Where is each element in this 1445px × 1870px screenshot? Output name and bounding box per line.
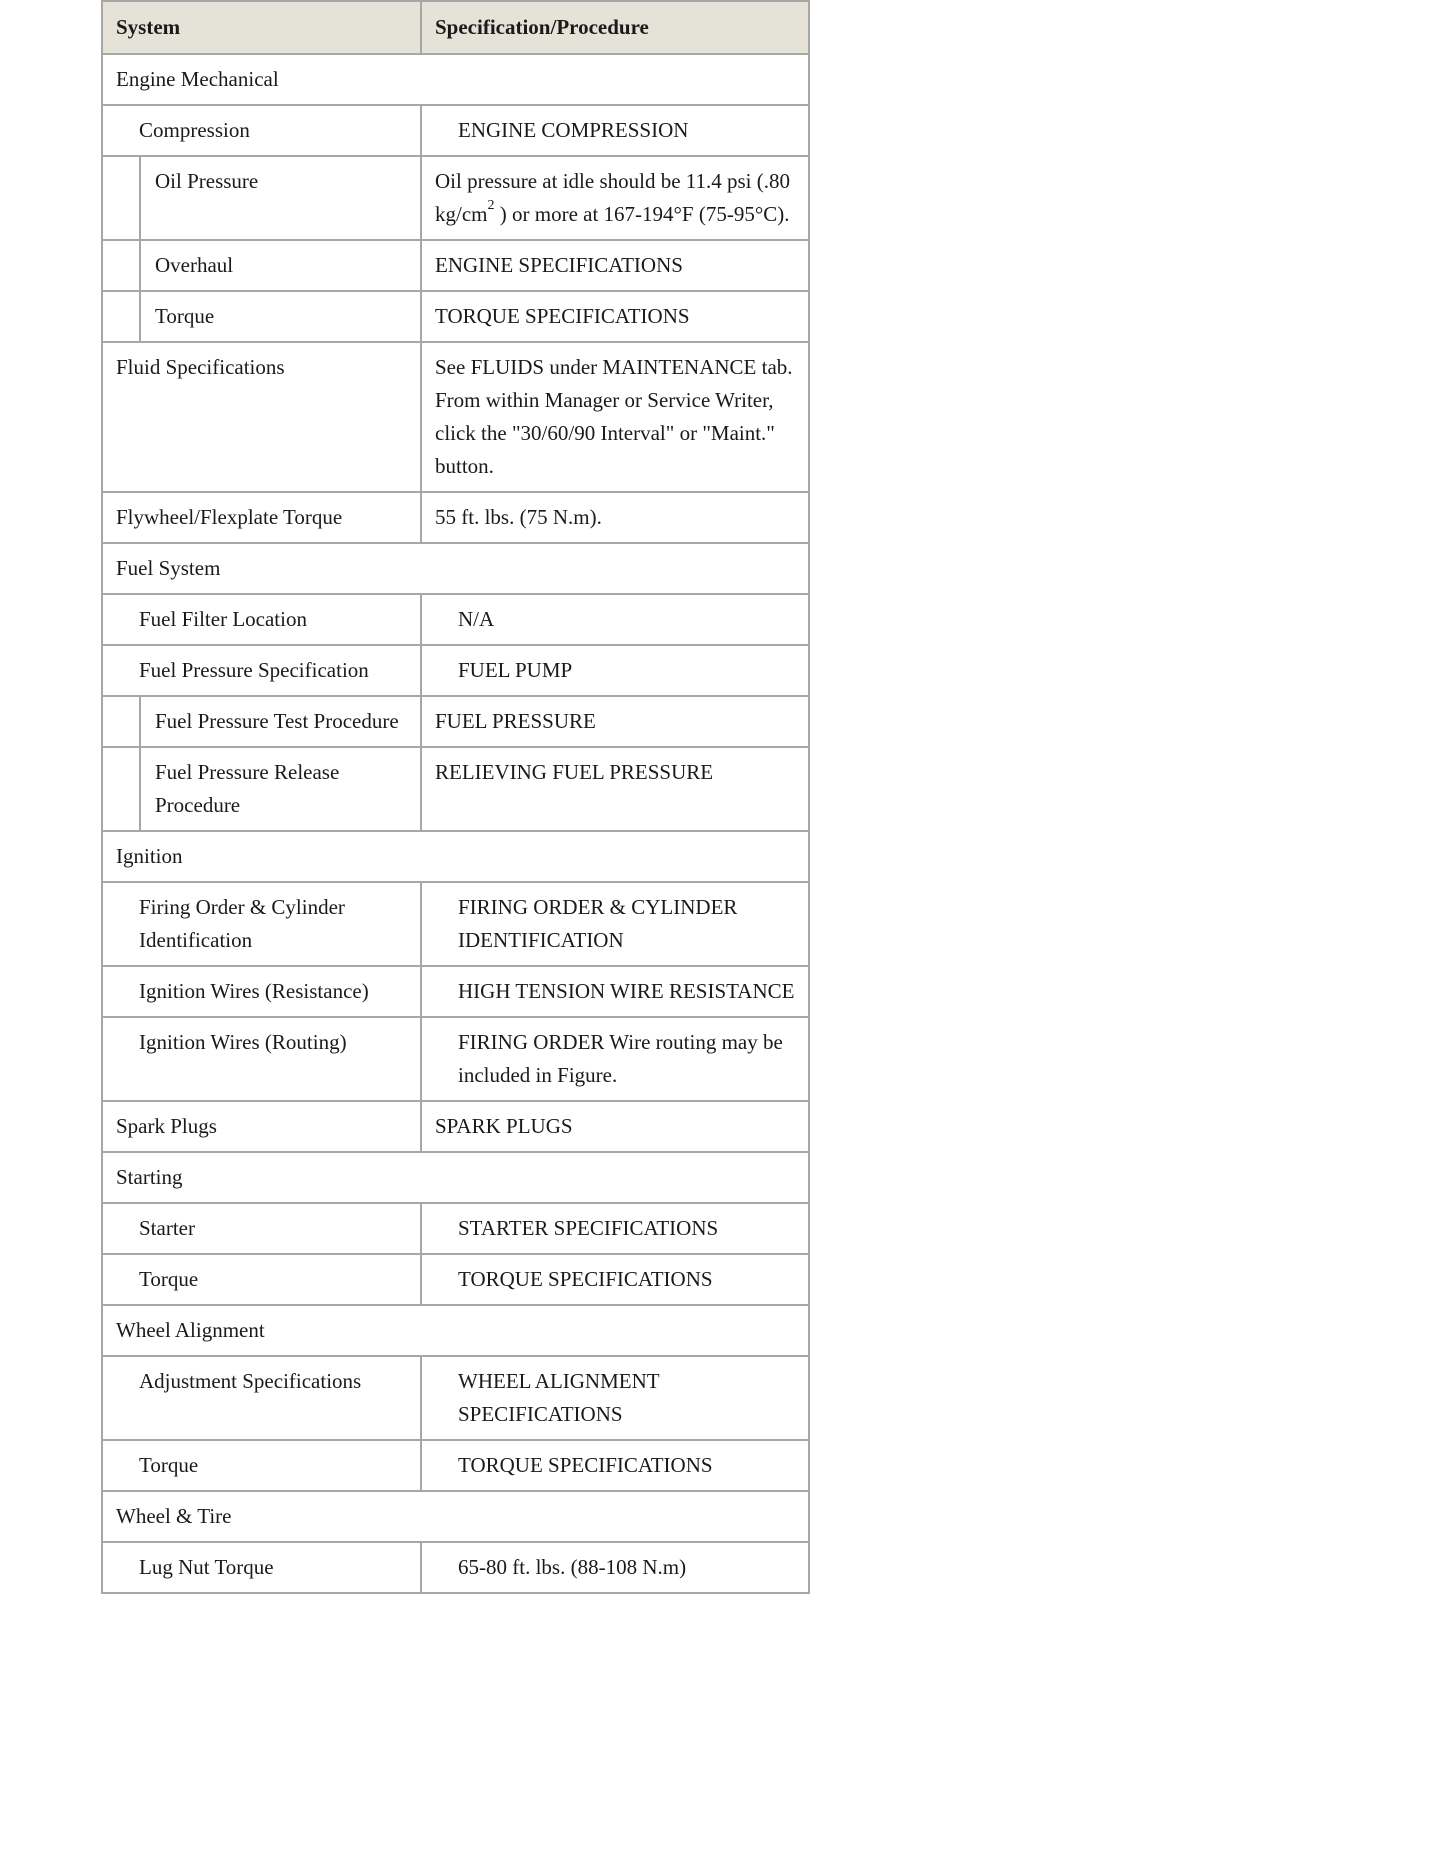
table-row (102, 1101, 809, 1152)
spec-cell: WHEEL ALIGNMENT SPECIFICATIONS (421, 1356, 809, 1440)
table-row (102, 1356, 809, 1440)
system-label: Torque (155, 304, 215, 328)
system-cell: Firing Order & Cylinder Identification (102, 882, 421, 966)
system-label: Fuel Pressure Test Procedure (155, 709, 399, 733)
table-row (102, 240, 809, 291)
table-body (102, 54, 809, 1593)
nested-cell (103, 697, 420, 746)
table-row (102, 747, 809, 831)
system-cell (102, 156, 421, 240)
table-row (102, 1542, 809, 1593)
system-cell (102, 291, 421, 342)
section-row (102, 1305, 809, 1356)
system-label: Fuel Pressure Release Procedure (155, 760, 340, 817)
section-label: Wheel Alignment (102, 1305, 809, 1356)
system-cell: Torque (102, 1254, 421, 1305)
system-cell: Fuel Pressure Specification (102, 645, 421, 696)
spec-cell: TORQUE SPECIFICATIONS (421, 291, 809, 342)
system-label: Overhaul (155, 253, 234, 277)
spec-cell: N/A (421, 594, 809, 645)
table-row (102, 342, 809, 492)
section-row (102, 1152, 809, 1203)
section-label: Starting (102, 1152, 809, 1203)
spec-cell: FUEL PRESSURE (421, 696, 809, 747)
indent-stub (103, 292, 141, 341)
table-row (102, 645, 809, 696)
section-label: Ignition (102, 831, 809, 882)
spec-column-header: Specification/Procedure (421, 1, 809, 54)
system-cell: Fuel Filter Location (102, 594, 421, 645)
spec-cell: FIRING ORDER & CYLINDER IDENTIFICATION (421, 882, 809, 966)
spec-cell: SPARK PLUGS (421, 1101, 809, 1152)
spec-cell: ENGINE COMPRESSION (421, 105, 809, 156)
indent-stub (103, 157, 141, 239)
system-cell: Starter (102, 1203, 421, 1254)
spec-cell: RELIEVING FUEL PRESSURE (421, 747, 809, 831)
section-row (102, 54, 809, 105)
table-row (102, 105, 809, 156)
table-row (102, 1254, 809, 1305)
nested-cell (103, 241, 420, 290)
indent-stub (103, 748, 141, 830)
indent-stub (103, 697, 141, 746)
spec-cell: TORQUE SPECIFICATIONS (421, 1440, 809, 1491)
section-label: Fuel System (102, 543, 809, 594)
system-cell: Ignition Wires (Resistance) (102, 966, 421, 1017)
table-row (102, 594, 809, 645)
system-cell (102, 747, 421, 831)
system-cell: Lug Nut Torque (102, 1542, 421, 1593)
table-row (102, 696, 809, 747)
table-row (102, 291, 809, 342)
table-row (102, 882, 809, 966)
table-row (102, 1017, 809, 1101)
system-label: Oil Pressure (155, 169, 259, 193)
system-cell (102, 240, 421, 291)
table-row (102, 156, 809, 240)
system-cell: Compression (102, 105, 421, 156)
spec-cell: TORQUE SPECIFICATIONS (421, 1254, 809, 1305)
specifications-table (101, 0, 810, 1594)
table-row (102, 1203, 809, 1254)
spec-cell: STARTER SPECIFICATIONS (421, 1203, 809, 1254)
system-cell: Fluid Specifications (102, 342, 421, 492)
spec-cell: 55 ft. lbs. (75 N.m). (421, 492, 809, 543)
system-cell: Torque (102, 1440, 421, 1491)
nested-cell (103, 157, 420, 239)
nested-cell (103, 748, 420, 830)
section-row (102, 1491, 809, 1542)
section-row (102, 831, 809, 882)
system-cell: Spark Plugs (102, 1101, 421, 1152)
spec-cell: FIRING ORDER Wire routing may be included in Figure. (421, 1017, 809, 1101)
spec-cell: HIGH TENSION WIRE RESISTANCE (421, 966, 809, 1017)
nested-cell (103, 292, 420, 341)
system-column-header: System (102, 1, 421, 54)
indent-stub (103, 241, 141, 290)
system-cell: Adjustment Specifications (102, 1356, 421, 1440)
table-header-row (102, 1, 809, 54)
table-row (102, 966, 809, 1017)
spec-cell: Oil pressure at idle should be 11.4 psi (.80 $kg/cm^2$ ) or more at 167-194°F (75-95°C). (421, 156, 809, 240)
table-row (102, 1440, 809, 1491)
section-label: Engine Mechanical (102, 54, 809, 105)
table-row (102, 492, 809, 543)
spec-cell: 65-80 ft. lbs. (88-108 N.m) (421, 1542, 809, 1593)
system-cell: Ignition Wires (Routing) (102, 1017, 421, 1101)
spec-cell: FUEL PUMP (421, 645, 809, 696)
system-cell: Flywheel/Flexplate Torque (102, 492, 421, 543)
section-row (102, 543, 809, 594)
section-label: Wheel & Tire (102, 1491, 809, 1542)
system-cell (102, 696, 421, 747)
spec-cell: See FLUIDS under MAINTENANCE tab. From within Manager or Service Writer, click the "30/60/90 Interval" or "Maint." button. (421, 342, 809, 492)
spec-cell: ENGINE SPECIFICATIONS (421, 240, 809, 291)
